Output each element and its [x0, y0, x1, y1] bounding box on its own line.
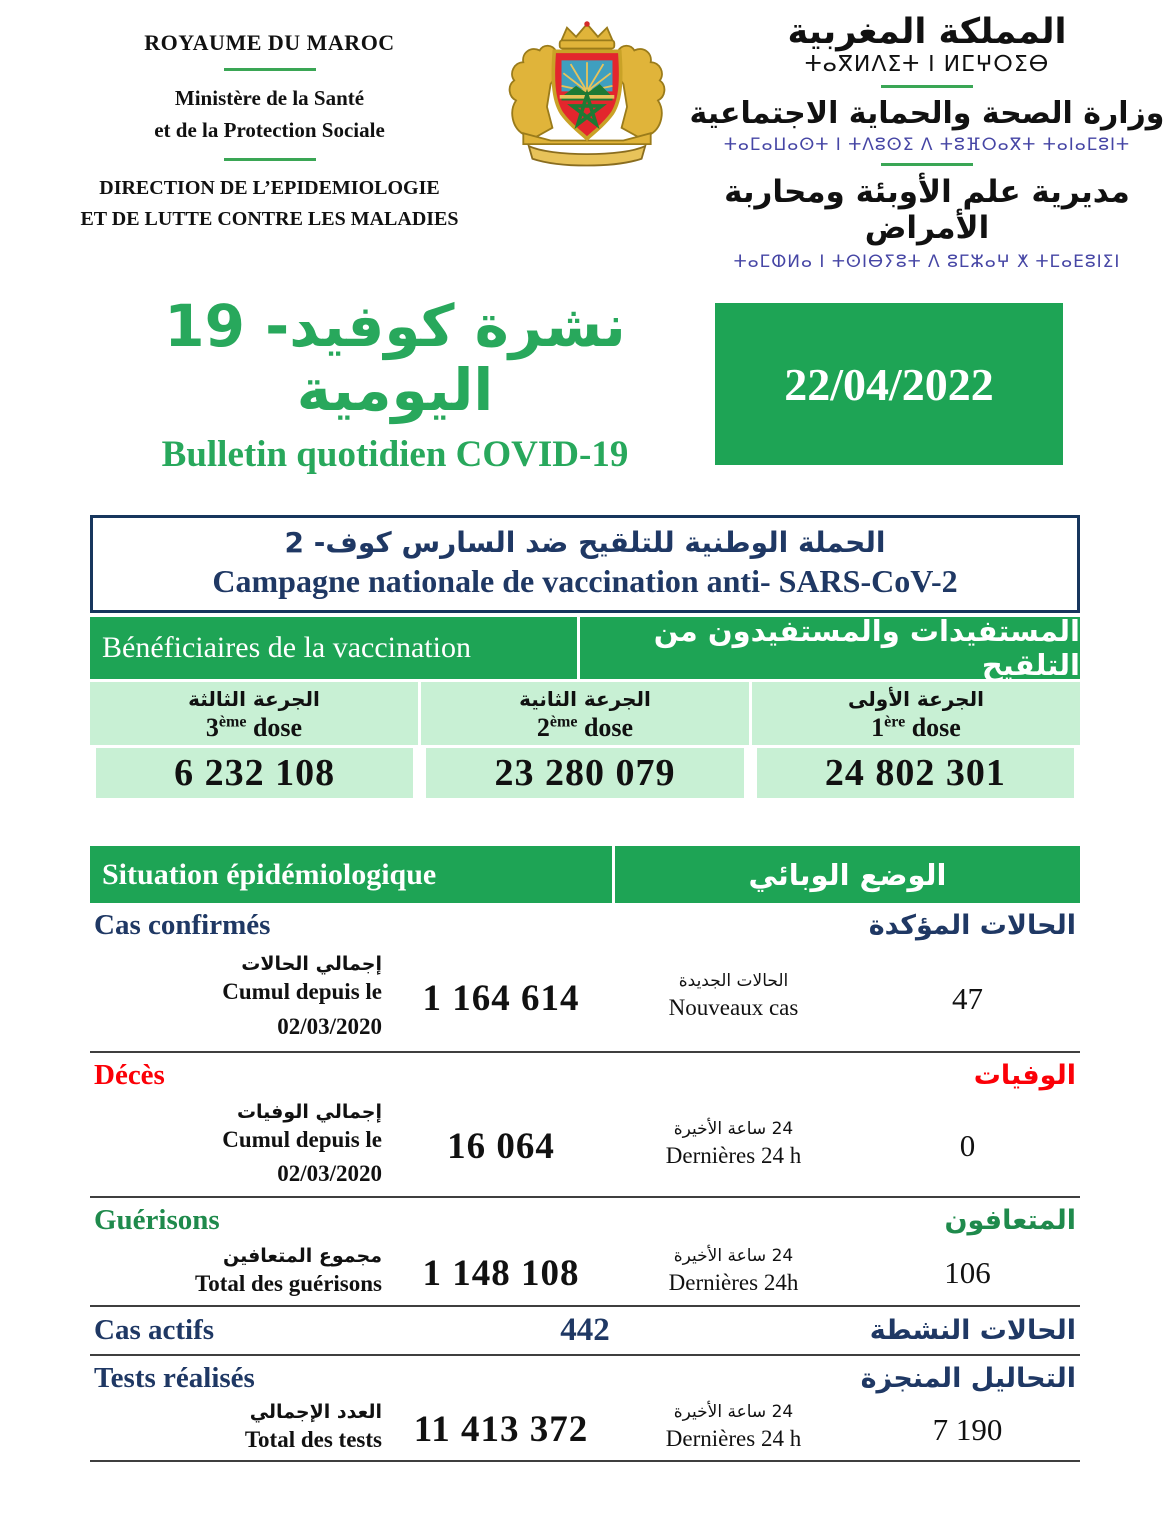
deaths-title-ar: الوفيات	[973, 1060, 1076, 1091]
section-title-deaths	[90, 1053, 1080, 1096]
dose3-label-fr	[90, 713, 418, 743]
section-divider	[90, 1460, 1080, 1462]
bulletin-title-ar: نشرة كوفيد- 19 اليومية	[164, 292, 626, 424]
epidemiology-table	[90, 903, 1080, 1462]
confirmed-cumulative-label	[90, 953, 390, 1044]
tests-24h-label	[612, 1402, 855, 1457]
ministry-title-tifinagh: ⵜⴰⵎⴰⵡⴰⵙⵜ ⵏ ⵜⴷⵓⵙⵉ ⴷ ⵜⵓⴼⵔⴰⴳⵜ ⵜⴰⵏⴰⵎⵓⵏⵜ	[723, 135, 1131, 155]
date-badge: 22/04/2022	[715, 303, 1063, 465]
dose3-sup: ème	[218, 713, 247, 731]
deaths-data-row	[90, 1096, 1080, 1196]
deaths-cumul-label-fr: Cumul depuis le	[222, 1126, 382, 1152]
dose2-label-ar: الجرعة الثانية	[519, 687, 651, 711]
deaths-total-label-ar: إجمالي الوفيات	[236, 1100, 382, 1123]
tests-total-value: 11 413 372	[413, 1409, 589, 1450]
situation-header-ar: الوضع الوبائي	[748, 857, 947, 892]
ministry-title-ar: وزارة الصحة والحماية الاجتماعية	[689, 96, 1165, 131]
tests-title-fr: Tests réalisés	[94, 1362, 255, 1394]
recovered-24h-value: 106	[944, 1255, 991, 1290]
confirmed-new-value: 47	[952, 980, 983, 1016]
green-divider	[224, 158, 316, 161]
section-title-recovered	[90, 1198, 1080, 1241]
tests-24h-value: 7 190	[932, 1411, 1003, 1447]
beneficiaries-header-fr: Bénéficiaires de la vaccination	[90, 617, 580, 679]
deaths-24h-label-ar: 24 ساعة الأخيرة	[673, 1118, 794, 1139]
confirmed-title-fr: Cas confirmés	[94, 909, 271, 941]
recovered-title-ar: المتعافون	[944, 1205, 1076, 1236]
section-title-tests	[90, 1356, 1080, 1399]
dose3-value: 6 232 108	[96, 748, 413, 798]
dose1-value: 24 802 301	[757, 748, 1074, 798]
kingdom-title-fr: ROYAUME DU MAROC	[144, 30, 395, 55]
dose2-sup: ème	[549, 713, 578, 731]
tests-total-label	[90, 1401, 390, 1458]
confirmed-new-label	[612, 971, 855, 1026]
deaths-24h-label	[612, 1119, 855, 1174]
dose3-label-ar: الجرعة الثالثة	[188, 687, 320, 711]
dose-column-3	[90, 682, 418, 745]
recovered-total-label	[90, 1245, 390, 1302]
direction-title-ar: مديرية علم الأوبئة ومحاربة الأمراض	[724, 174, 1130, 246]
recovered-24h-label	[612, 1246, 855, 1301]
confirmed-data-row	[90, 946, 1080, 1051]
confirmed-since-date: 02/03/2020	[277, 1013, 382, 1039]
coat-of-arms-icon	[496, 20, 678, 170]
section-title-confirmed	[90, 903, 1080, 946]
dose2-value: 23 280 079	[426, 748, 743, 798]
kingdom-title-tifinagh: ⵜⴰⴳⵍⴷⵉⵜ ⵏ ⵍⵎⵖⵔⵉⴱ	[804, 52, 1050, 77]
situation-header-fr: Situation épidémiologique	[90, 846, 615, 903]
dose2-word: dose	[577, 713, 634, 742]
dose3-word: dose	[246, 713, 303, 742]
dose1-num: 1	[871, 713, 885, 742]
confirmed-total-value: 1 164 614	[422, 978, 580, 1019]
active-cases-value: 442	[560, 1312, 610, 1348]
campaign-title-ar: الحملة الوطنية للتلقيح ضد السارس كوف- 2	[284, 526, 886, 559]
direction-line1-fr: DIRECTION DE L’EPIDEMIOLOGIE	[99, 177, 440, 199]
recovered-total-value: 1 148 108	[422, 1252, 580, 1294]
dose3-num: 3	[205, 713, 219, 742]
campaign-header-box	[90, 515, 1080, 613]
header-arabic-block	[688, 12, 1166, 272]
tests-total-label-ar: العدد الإجمالي	[249, 1401, 382, 1424]
recovered-total-label-ar: مجموع المتعافين	[223, 1244, 382, 1267]
ministry-line2-fr: et de la Protection Sociale	[154, 117, 385, 142]
deaths-24h-value: 0	[959, 1128, 976, 1163]
moroccan-coat-of-arms-logo	[496, 20, 678, 170]
tests-24h-label-ar: 24 ساعة الأخيرة	[673, 1402, 794, 1423]
recovered-24h-label-ar: 24 ساعة الأخيرة	[673, 1245, 794, 1266]
recovered-total-label-fr: Total des guérisons	[194, 1270, 382, 1296]
bulletin-title-fr: Bulletin quotidien COVID-19	[161, 433, 629, 475]
deaths-total-value: 16 064	[447, 1125, 555, 1167]
dose1-label-fr	[752, 713, 1080, 743]
recovered-title-fr: Guérisons	[94, 1204, 220, 1236]
confirmed-new-label-fr: Nouveaux cas	[668, 995, 799, 1021]
tests-total-label-fr: Total des tests	[244, 1427, 382, 1453]
tests-title-ar: التحاليل المنجزة	[860, 1363, 1076, 1394]
dose1-sup: ère	[884, 713, 906, 731]
confirmed-total-label-ar: إجمالي الحالات	[241, 953, 382, 975]
deaths-since-date: 02/03/2020	[277, 1161, 382, 1186]
tests-data-row	[90, 1399, 1080, 1460]
header-french-block	[52, 30, 487, 235]
green-divider	[224, 68, 316, 71]
dose1-label-ar: الجرعة الأولى	[848, 687, 984, 711]
green-divider	[881, 85, 973, 88]
active-title-ar: الحالات النشطة	[869, 1315, 1076, 1346]
green-divider	[881, 163, 973, 166]
dose2-num: 2	[536, 713, 550, 742]
deaths-cumulative-label	[90, 1101, 390, 1192]
dose-column-1	[749, 682, 1080, 745]
dose-header-row	[90, 682, 1080, 745]
active-cases-row	[90, 1307, 1080, 1354]
beneficiaries-header-ar: المستفيدات والمستفيدون من التلقيح	[653, 614, 1080, 682]
beneficiaries-band	[90, 614, 1080, 682]
direction-title-tifinagh: ⵜⴰⵎⵀⵍⴰ ⵏ ⵜⵙⵏⴱⵢⵓⵜ ⴷ ⵓⵎⵣⴰⵖ ⵅ ⵜⵎⴰⴹⵓⵏⵉⵏ	[733, 252, 1121, 272]
tests-24h-label-fr: Dernières 24 h	[665, 1426, 802, 1452]
active-title-fr: Cas actifs	[94, 1314, 215, 1346]
bulletin-title-block	[95, 292, 695, 476]
deaths-24h-label-fr: Dernières 24 h	[665, 1142, 802, 1168]
dose-column-2	[418, 682, 749, 745]
dose-values-row	[96, 748, 1074, 798]
direction-line2-fr: ET DE LUTTE CONTRE LES MALADIES	[80, 208, 459, 230]
dose2-label-fr	[421, 713, 749, 743]
confirmed-cumul-label-fr: Cumul depuis le	[222, 979, 382, 1004]
recovered-data-row	[90, 1241, 1080, 1305]
dose1-word: dose	[905, 713, 961, 742]
situation-band	[90, 846, 1080, 903]
deaths-title-fr: Décès	[94, 1059, 165, 1091]
campaign-title-fr: Campagne nationale de vaccination anti- SARS-CoV-2	[212, 563, 958, 599]
ministry-line1-fr: Ministère de la Santé	[174, 86, 365, 110]
kingdom-title-ar: المملكة المغربية	[787, 12, 1067, 52]
recovered-24h-label-fr: Dernières 24h	[668, 1269, 799, 1295]
confirmed-new-label-ar: الحالات الجديدة	[678, 971, 789, 992]
confirmed-title-ar: الحالات المؤكدة	[868, 910, 1076, 941]
